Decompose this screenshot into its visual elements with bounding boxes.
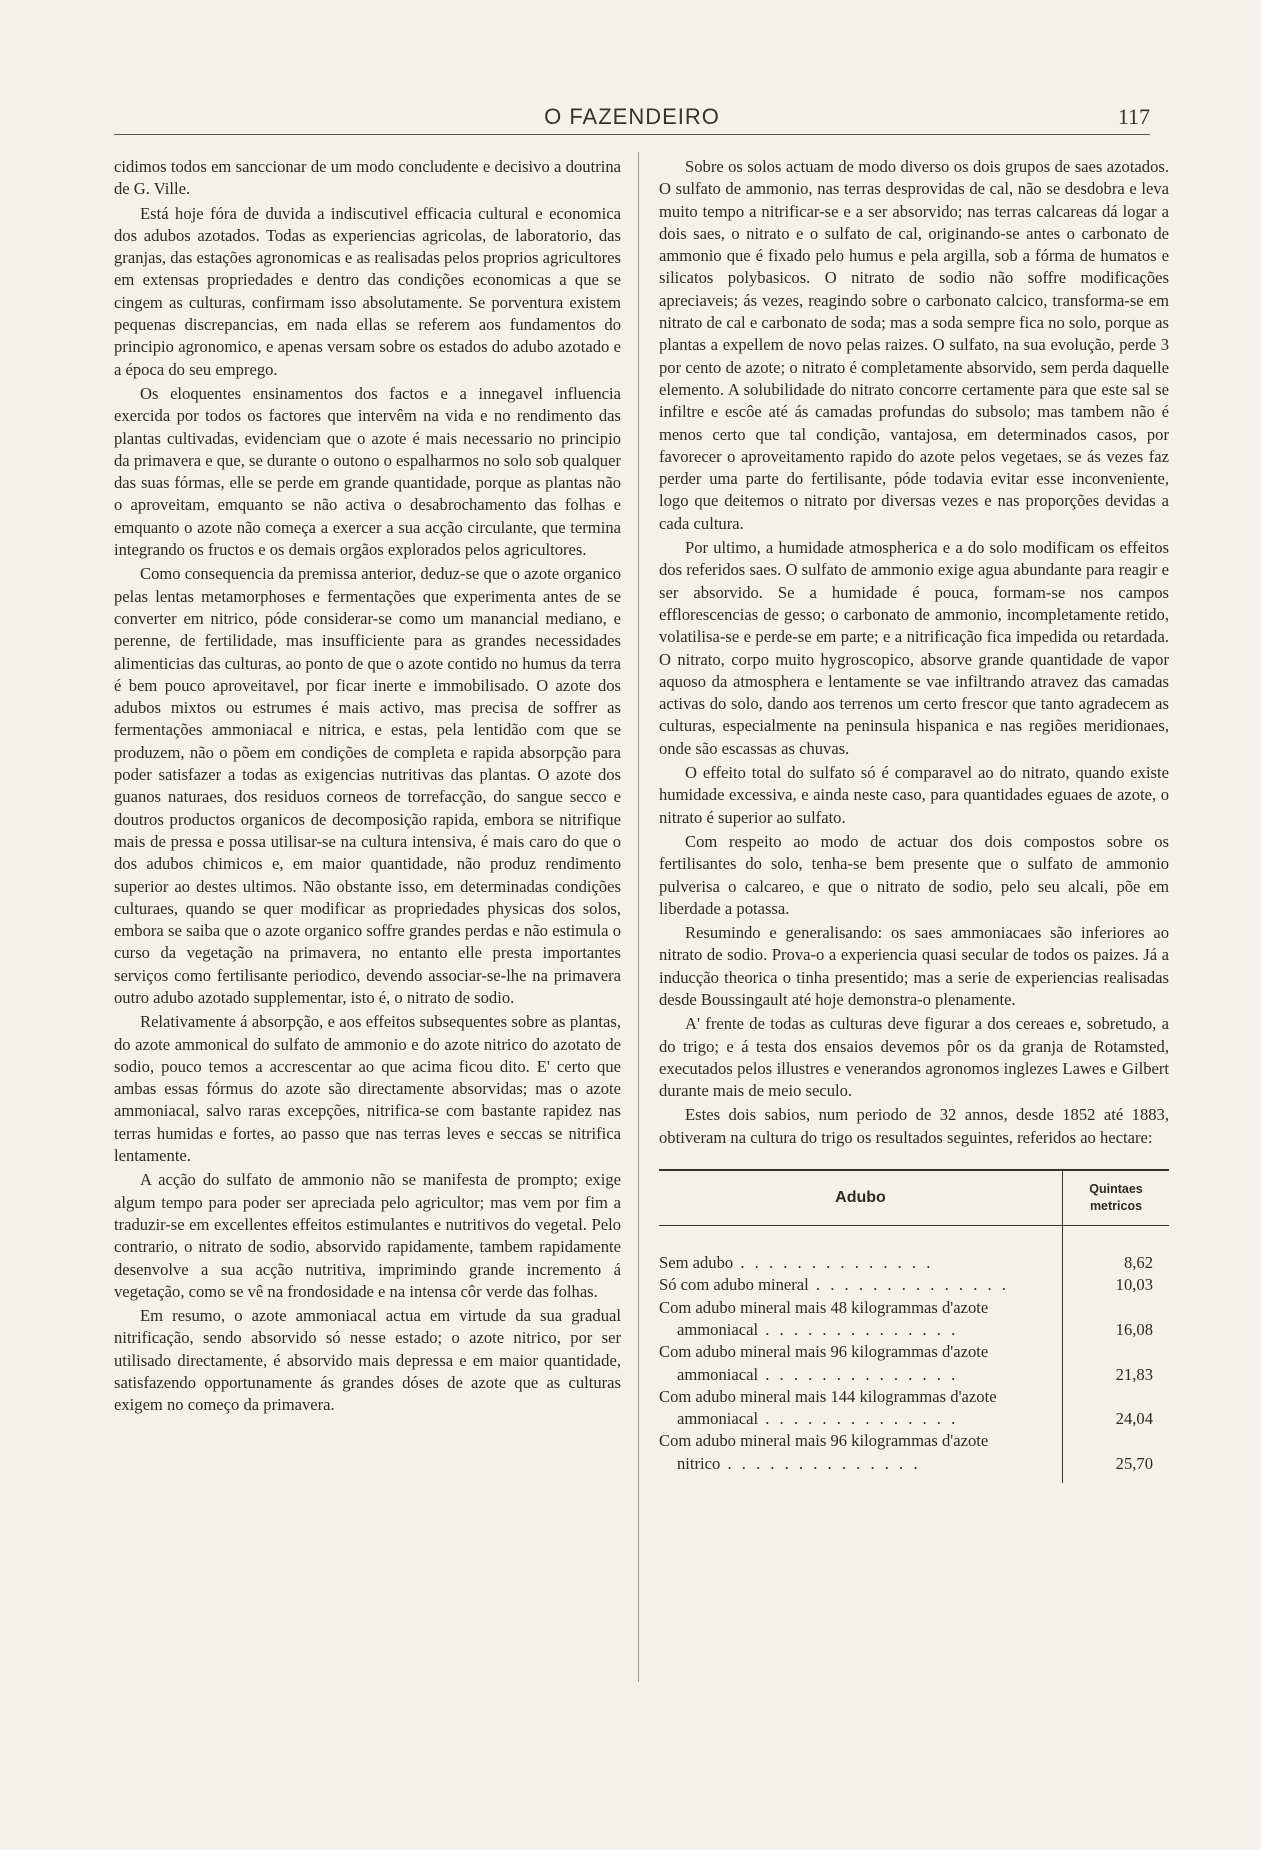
results-table: [659, 1169, 1169, 1483]
paragraph: Os eloquentes ensinamentos dos factos e a innegavel influencia exercida por todos os factores que intervêm na vida e no rendimento das plantas cultivadas, evidenciam que o azote é mais necessario no principio da primavera e que, se durante o outono o espalharmos no solo sob qualquer das suas fórmas, elle se perde em grande quantidade, porque as plantas não o aproveitam, emquanto se não activa o desabrochamento das folhas e emquanto o azote não começa a exercer a sua acção circulante, que termina integrando os fructos e os demais orgãos explorados pelos agricultores.: [114, 383, 621, 560]
row-label: Com adubo mineral mais 96 kilogrammas d'azote ammoniacal . . .: [659, 1341, 1063, 1386]
table-row: [659, 1386, 1169, 1431]
left-column: [114, 156, 621, 1419]
journal-title: O FAZENDEIRO: [544, 104, 720, 129]
page-header: [114, 104, 1150, 135]
paragraph: Em resumo, o azote ammoniacal actua em virtude da sua gradual nitrificação, sendo absorvido só nesse estado; o azote nitrico, por ser utilisado directamente, é absorvido mais depressa e em maior quantidade, satisfazendo opportunamente ás grandes dóses de azote que as culturas exigem no começo da primavera.: [114, 1306, 621, 1415]
row-value: 16,08: [1063, 1297, 1170, 1342]
table-header-row: [659, 1170, 1169, 1226]
row-value: 10,03: [1063, 1274, 1170, 1296]
table-row: [659, 1274, 1169, 1296]
paragraph: Por ultimo, a humidade atmospherica e a do solo modificam os effeitos dos referidos saes. O sulfato de ammonio exige agua abundante para reagir e ser absorvido. Se a humidade é pouca, formam-se nos campos efflorescencias de gesso; o carbonato de ammonio, incompletamente retido, volatilisa-se e perde-se em parte; e a nitrificação fica impedida ou retardada. O nitrato, corpo muito hygroscopico, absorve grande quantidade de vapor aquoso da atmosphera e lentamente se vae infiltrando atravez das camadas activas do solo, dando aos terrenos um certo frescor que tanto agradecem as culturas, especialmente na peninsula hispanica e nas regiões meridionaes, onde são escassas as chuvas.: [659, 538, 1169, 758]
paragraph: Estes dois sabios, num periodo de 32 annos, desde 1852 até 1883, obtiveram na cultura do trigo os resultados seguintes, referidos ao hectare:: [659, 1105, 1169, 1147]
row-label: Só com adubo mineral . . .: [659, 1274, 1063, 1296]
header-quintaes-line1: Quintaes: [1089, 1182, 1143, 1197]
row-value: 25,70: [1063, 1430, 1170, 1483]
table-row: [659, 1297, 1169, 1342]
row-label: Com adubo mineral mais 144 kilogrammas d'azote ammoniacal . . .: [659, 1386, 1063, 1431]
page-number: 117: [1117, 104, 1150, 129]
row-value: 24,04: [1063, 1386, 1170, 1431]
paragraph: Resumindo e generalisando: os saes ammoniacaes são inferiores ao nitrato de sodio. Prova-o a experiencia quasi secular de todos os paizes. Já a inducção theorica o tinha presentido; mas a serie de experiencias realisadas desde Boussingault até hoje demonstra-o plenamente.: [659, 923, 1169, 1009]
header-quintaes-line2: metricos: [1089, 1199, 1143, 1214]
header-adubo: Adubo: [659, 1170, 1063, 1226]
paragraph: Com respeito ao modo de actuar dos dois compostos sobre os fertilisantes do solo, tenha-se bem presente que o sulfato de ammonio pulverisa o calcareo, e que o nitrato de sodio, pelo seu alcali, põe em liberdade a potassa.: [659, 831, 1169, 918]
right-column: [659, 156, 1169, 1483]
row-label: Com adubo mineral mais 48 kilogrammas d'azote ammoniacal . . .: [659, 1297, 1063, 1342]
row-label: Com adubo mineral mais 96 kilogrammas d'azote nitrico . . .: [659, 1430, 1063, 1483]
table-row: [659, 1430, 1169, 1483]
row-value: 8,62: [1063, 1226, 1170, 1275]
paragraph: A acção do sulfato de ammonio não se manifesta de prompto; exige algum tempo para poder ser apreciada pelo agricultor; mas vem por fim a traduzir-se em excellentes effeitos estimulantes e nutritivos do vegetal. Pelo contrario, o nitrato de sodio, absorvido rapidamente, tambem rapidamente desenvolve a sua acção nutritiva, imprimindo grande incremento á vegetação, como se vê na frondosidade e na intensa côr verde das folhas.: [114, 1170, 621, 1301]
paragraph: A' frente de todas as culturas deve figurar a dos cereaes e, sobretudo, a do trigo; e á testa dos ensaios devemos pôr os da granja de Rotamsted, executados pelos illustres e venerandos agronomos inglezes Lawes e Gilbert durante mais de meio seculo.: [659, 1014, 1169, 1101]
row-label: Sem adubo . . .: [659, 1226, 1063, 1275]
paragraph: O effeito total do sulfato só é comparavel ao do nitrato, quando existe humidade excessiva, e ainda neste caso, para quantidades eguaes de azote, o nitrato é superior ao sulfato.: [659, 763, 1169, 827]
paragraph: Está hoje fóra de duvida a indiscutivel efficacia cultural e economica dos adubos azotados. Todas as experiencias agricolas, de laboratorio, das granjas, das estações agronomicas e as realisadas pelos proprios agricultores em extensas propriedades e dentro das condições economicas a que se cingem as culturas, confirmam isso absolutamente. Se porventura existem pequenas discrepancias, em nada ellas se referem aos fundamentos do principio agronomico, e apenas versam sobre os estados do adubo azotado e a época do seu emprego.: [114, 203, 621, 379]
paragraph: Como consequencia da premissa anterior, deduz-se que o azote organico pelas lentas metamorphoses e fermentações que experimenta antes de se converter em nitrico, póde considerar-se como um manancial mediano, e perenne, de fertilidade, mas insufficiente para as grandes necessidades alimenticias das culturas, ao ponto de que o azote contido no humus da terra é bem pouco aproveitavel, por ficar inerte e immobilisado. O azote dos adubos mixtos ou estrumes é mais activo, mas precisa de soffrer as fermentações ammoniacal e nitrica, e estas, pela lentidão com que se produzem, não o põem em condições de completa e rapida absorpção para poder satisfazer a todas as exigencias nutritivas das plantas. O azote dos guanos naturaes, dos residuos corneos de torrefacção, do sangue secco e doutros productos organicos de decomposição rapida, embora se nitrifique mais de pressa e possa utilisar-se na cultura intensiva, é mais caro do que o dos adubos chimicos e, em maior quantidade, não produz rendimento superior ao destes ultimos. Não obstante isso, em determinadas condições culturaes, quando se quer modificar as propriedades physicas dos solos, embora se saiba que o azote organico soffre grandes perdas e não estimula o curso da vegetação na primavera, no entanto elle presta importantes serviços como fertilisante periodico, devendo associar-se-lhe na primavera outro adubo azotado supplementar, isto é, o nitrato de sodio.: [114, 564, 621, 1007]
row-value: 21,83: [1063, 1341, 1170, 1386]
paragraph: Sobre os solos actuam de modo diverso os dois grupos de saes azotados. O sulfato de ammonio, nas terras desprovidas de cal, não se desdobra e leva muito tempo a nitrificar-se e a ser absorvido; nas terras calcareas dá logar a dois saes, o nitrato e o sulfato de cal, originando-se antes o carbonato de ammonio que é fixado pelo humus e pela argilla, sob a fórma de humatos e silicatos polybasicos. O nitrato de sodio não soffre modificações apreciaveis; ás vezes, reagindo sobre o carbonato calcico, transforma-se em nitrato de cal e carbonato de soda; mas a soda sempre fica no solo, porque as plantas a expellem de novo pelas raizes. O sulfato, na sua evolução, perde 3 por cento de azote; o nitrato é completamente absorvido, sem perda daquelle elemento. A solubilidade do nitrato concorre certamente para que este sal se infiltre e escôe até ás camadas profundas do subsolo; mas tambem não é menos certo que tal condição, vantajosa, em determinados casos, por favorecer o aproveitamento rapido do azote pelos vegetaes, se ás vezes faz perder uma parte do fertilisante, póde todavia evitar esse inconveniente, logo que deitemos o nitrato por diversas vezes e nas proporções devidas a cada cultura.: [659, 157, 1169, 533]
header-quintaes: [1063, 1170, 1170, 1226]
paragraph: Relativamente á absorpção, e aos effeitos subsequentes sobre as plantas, do azote ammonical do sulfato de ammonio e do azote nitrico do azotato de sodio, pouco temos a accrescentar ao que acima ficou dito. E' certo que ambas essas fórmus do azote são directamente absorvidas; mas o azote ammoniacal, salvo raras excepções, nitrifica-se com bastante rapidez nas terras humidas e fortes, ao passo que nas terras leves e seccas se nitrifica lentamente.: [114, 1012, 621, 1166]
table-row: [659, 1341, 1169, 1386]
table-row: [659, 1226, 1169, 1275]
paragraph: cidimos todos em sanccionar de um modo concludente e decisivo a doutrina de G. Ville.: [114, 157, 621, 199]
column-divider: [638, 152, 639, 1682]
